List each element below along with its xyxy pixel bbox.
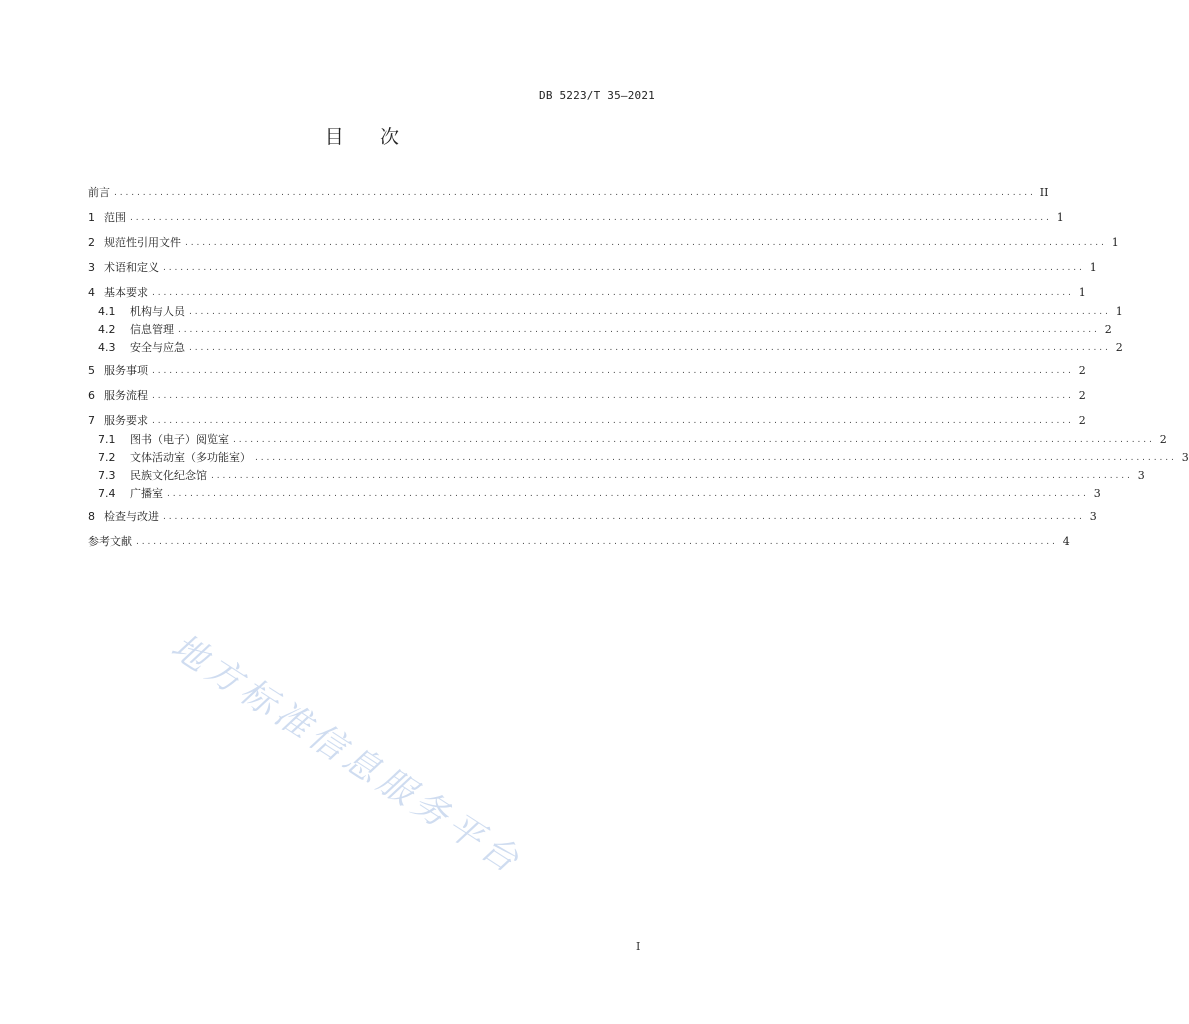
toc-entry-page: 2 — [1078, 389, 1086, 402]
toc-entry-page: 3 — [1181, 451, 1189, 464]
toc-entry-number: 2 — [88, 236, 95, 249]
toc-entry-label: 服务要求 — [104, 414, 148, 427]
toc-entry-number: 8 — [88, 510, 95, 523]
toc-entry[interactable] — [88, 412, 1086, 430]
toc-entry-label: 参考文献 — [88, 535, 132, 548]
toc-entry-page: 2 — [1159, 433, 1167, 446]
toc-leader-dots: ................................................................................................................................................................ — [130, 213, 1052, 223]
toc-entry[interactable] — [88, 508, 1097, 526]
toc-entry-number: 7.2 — [98, 451, 116, 464]
toc-title — [0, 122, 724, 149]
toc-entry[interactable] — [88, 485, 1101, 503]
toc-entry-page: 3 — [1137, 469, 1145, 482]
toc-leader-dots: ................................................................................................................................................................ — [152, 416, 1074, 426]
toc-entry[interactable] — [88, 362, 1086, 380]
toc-entry-number: 7.1 — [98, 433, 116, 446]
watermark: 地方标准信息服务平台 — [163, 626, 530, 884]
toc-leader-dots: ................................................................................................................................................................ — [211, 471, 1133, 481]
toc-entry[interactable] — [88, 259, 1097, 277]
toc-entry-page: 3 — [1089, 510, 1097, 523]
toc-entry-page: 4 — [1062, 535, 1070, 548]
toc-entry[interactable] — [88, 387, 1086, 405]
toc-entry-page: 1 — [1089, 261, 1097, 274]
toc-entry-page: 2 — [1078, 364, 1086, 377]
toc-leader-dots: ................................................................................................................................................................ — [255, 453, 1177, 463]
toc-entry-label: 安全与应急 — [130, 341, 185, 354]
toc-entry-number: 4 — [88, 286, 95, 299]
toc-leader-dots: ................................................................................................................................................................ — [152, 288, 1074, 298]
toc-entry-page: 1 — [1115, 305, 1123, 318]
toc-entry[interactable] — [88, 284, 1086, 302]
toc-title-right: 次 — [380, 126, 400, 148]
toc-entry-number: 7.3 — [98, 469, 116, 482]
toc-entry-label: 前言 — [88, 186, 110, 199]
toc-entry[interactable] — [88, 234, 1119, 252]
toc-entry-label: 规范性引用文件 — [104, 236, 181, 249]
toc-entry[interactable] — [88, 533, 1070, 551]
toc-entry-number: 3 — [88, 261, 95, 274]
toc-entry-label: 民族文化纪念馆 — [130, 469, 207, 482]
toc-leader-dots: ................................................................................................................................................................ — [189, 307, 1111, 317]
toc-leader-dots: ................................................................................................................................................................ — [185, 238, 1107, 248]
toc-entry-number: 4.3 — [98, 341, 116, 354]
toc-entry-page: II — [1039, 186, 1049, 199]
toc-entry[interactable] — [88, 184, 1049, 202]
toc-entry-label: 服务事项 — [104, 364, 148, 377]
toc-entry-label: 图书（电子）阅览室 — [130, 433, 229, 446]
toc-entry-number: 4.2 — [98, 323, 116, 336]
toc-leader-dots: ................................................................................................................................................................ — [136, 537, 1058, 547]
toc-entry-label: 范围 — [104, 211, 126, 224]
toc-entry-number: 7 — [88, 414, 95, 427]
toc-leader-dots: ................................................................................................................................................................ — [178, 325, 1100, 335]
toc-entry[interactable] — [88, 449, 1189, 467]
toc-entry-page: 1 — [1078, 286, 1086, 299]
toc-entry[interactable] — [88, 431, 1167, 449]
toc-entry-page: 3 — [1093, 487, 1101, 500]
toc-entry-label: 术语和定义 — [104, 261, 159, 274]
toc-leader-dots: ................................................................................................................................................................ — [167, 489, 1089, 499]
toc-entry[interactable] — [88, 321, 1112, 339]
toc-entry-page: 1 — [1111, 236, 1119, 249]
toc-entry-page: 2 — [1104, 323, 1112, 336]
toc-entry-label: 检查与改进 — [104, 510, 159, 523]
toc-entry-page: 2 — [1078, 414, 1086, 427]
toc-entry[interactable] — [88, 339, 1123, 357]
toc-leader-dots: ................................................................................................................................................................ — [152, 391, 1074, 401]
toc-entry-label: 信息管理 — [130, 323, 174, 336]
toc-entry-page: 1 — [1056, 211, 1064, 224]
toc-leader-dots: ................................................................................................................................................................ — [163, 512, 1085, 522]
toc-entry-label: 机构与人员 — [130, 305, 185, 318]
toc-entry-number: 7.4 — [98, 487, 116, 500]
toc-entry-number: 1 — [88, 211, 95, 224]
toc-entry-number: 5 — [88, 364, 95, 377]
toc-entry-label: 广播室 — [130, 487, 163, 500]
toc-entry-label: 文体活动室（多功能室） — [130, 451, 251, 464]
toc-leader-dots: ................................................................................................................................................................ — [163, 263, 1085, 273]
footer-page-number: I — [636, 940, 641, 953]
toc-entry-number: 4.1 — [98, 305, 116, 318]
toc-leader-dots: ................................................................................................................................................................ — [114, 188, 1036, 198]
toc-entry[interactable] — [88, 467, 1145, 485]
toc-leader-dots: ................................................................................................................................................................ — [152, 366, 1074, 376]
toc-leader-dots: ................................................................................................................................................................ — [189, 343, 1111, 353]
toc-leader-dots: ................................................................................................................................................................ — [233, 435, 1155, 445]
toc-entry-number: 6 — [88, 389, 95, 402]
toc-entry[interactable] — [88, 209, 1064, 227]
document-code: DB 5223/T 35—2021 — [539, 89, 655, 102]
toc-title-left: 目 — [324, 126, 344, 148]
toc-entry-label: 基本要求 — [104, 286, 148, 299]
toc-entry-label: 服务流程 — [104, 389, 148, 402]
toc-entry[interactable] — [88, 303, 1123, 321]
toc-entry-page: 2 — [1115, 341, 1123, 354]
